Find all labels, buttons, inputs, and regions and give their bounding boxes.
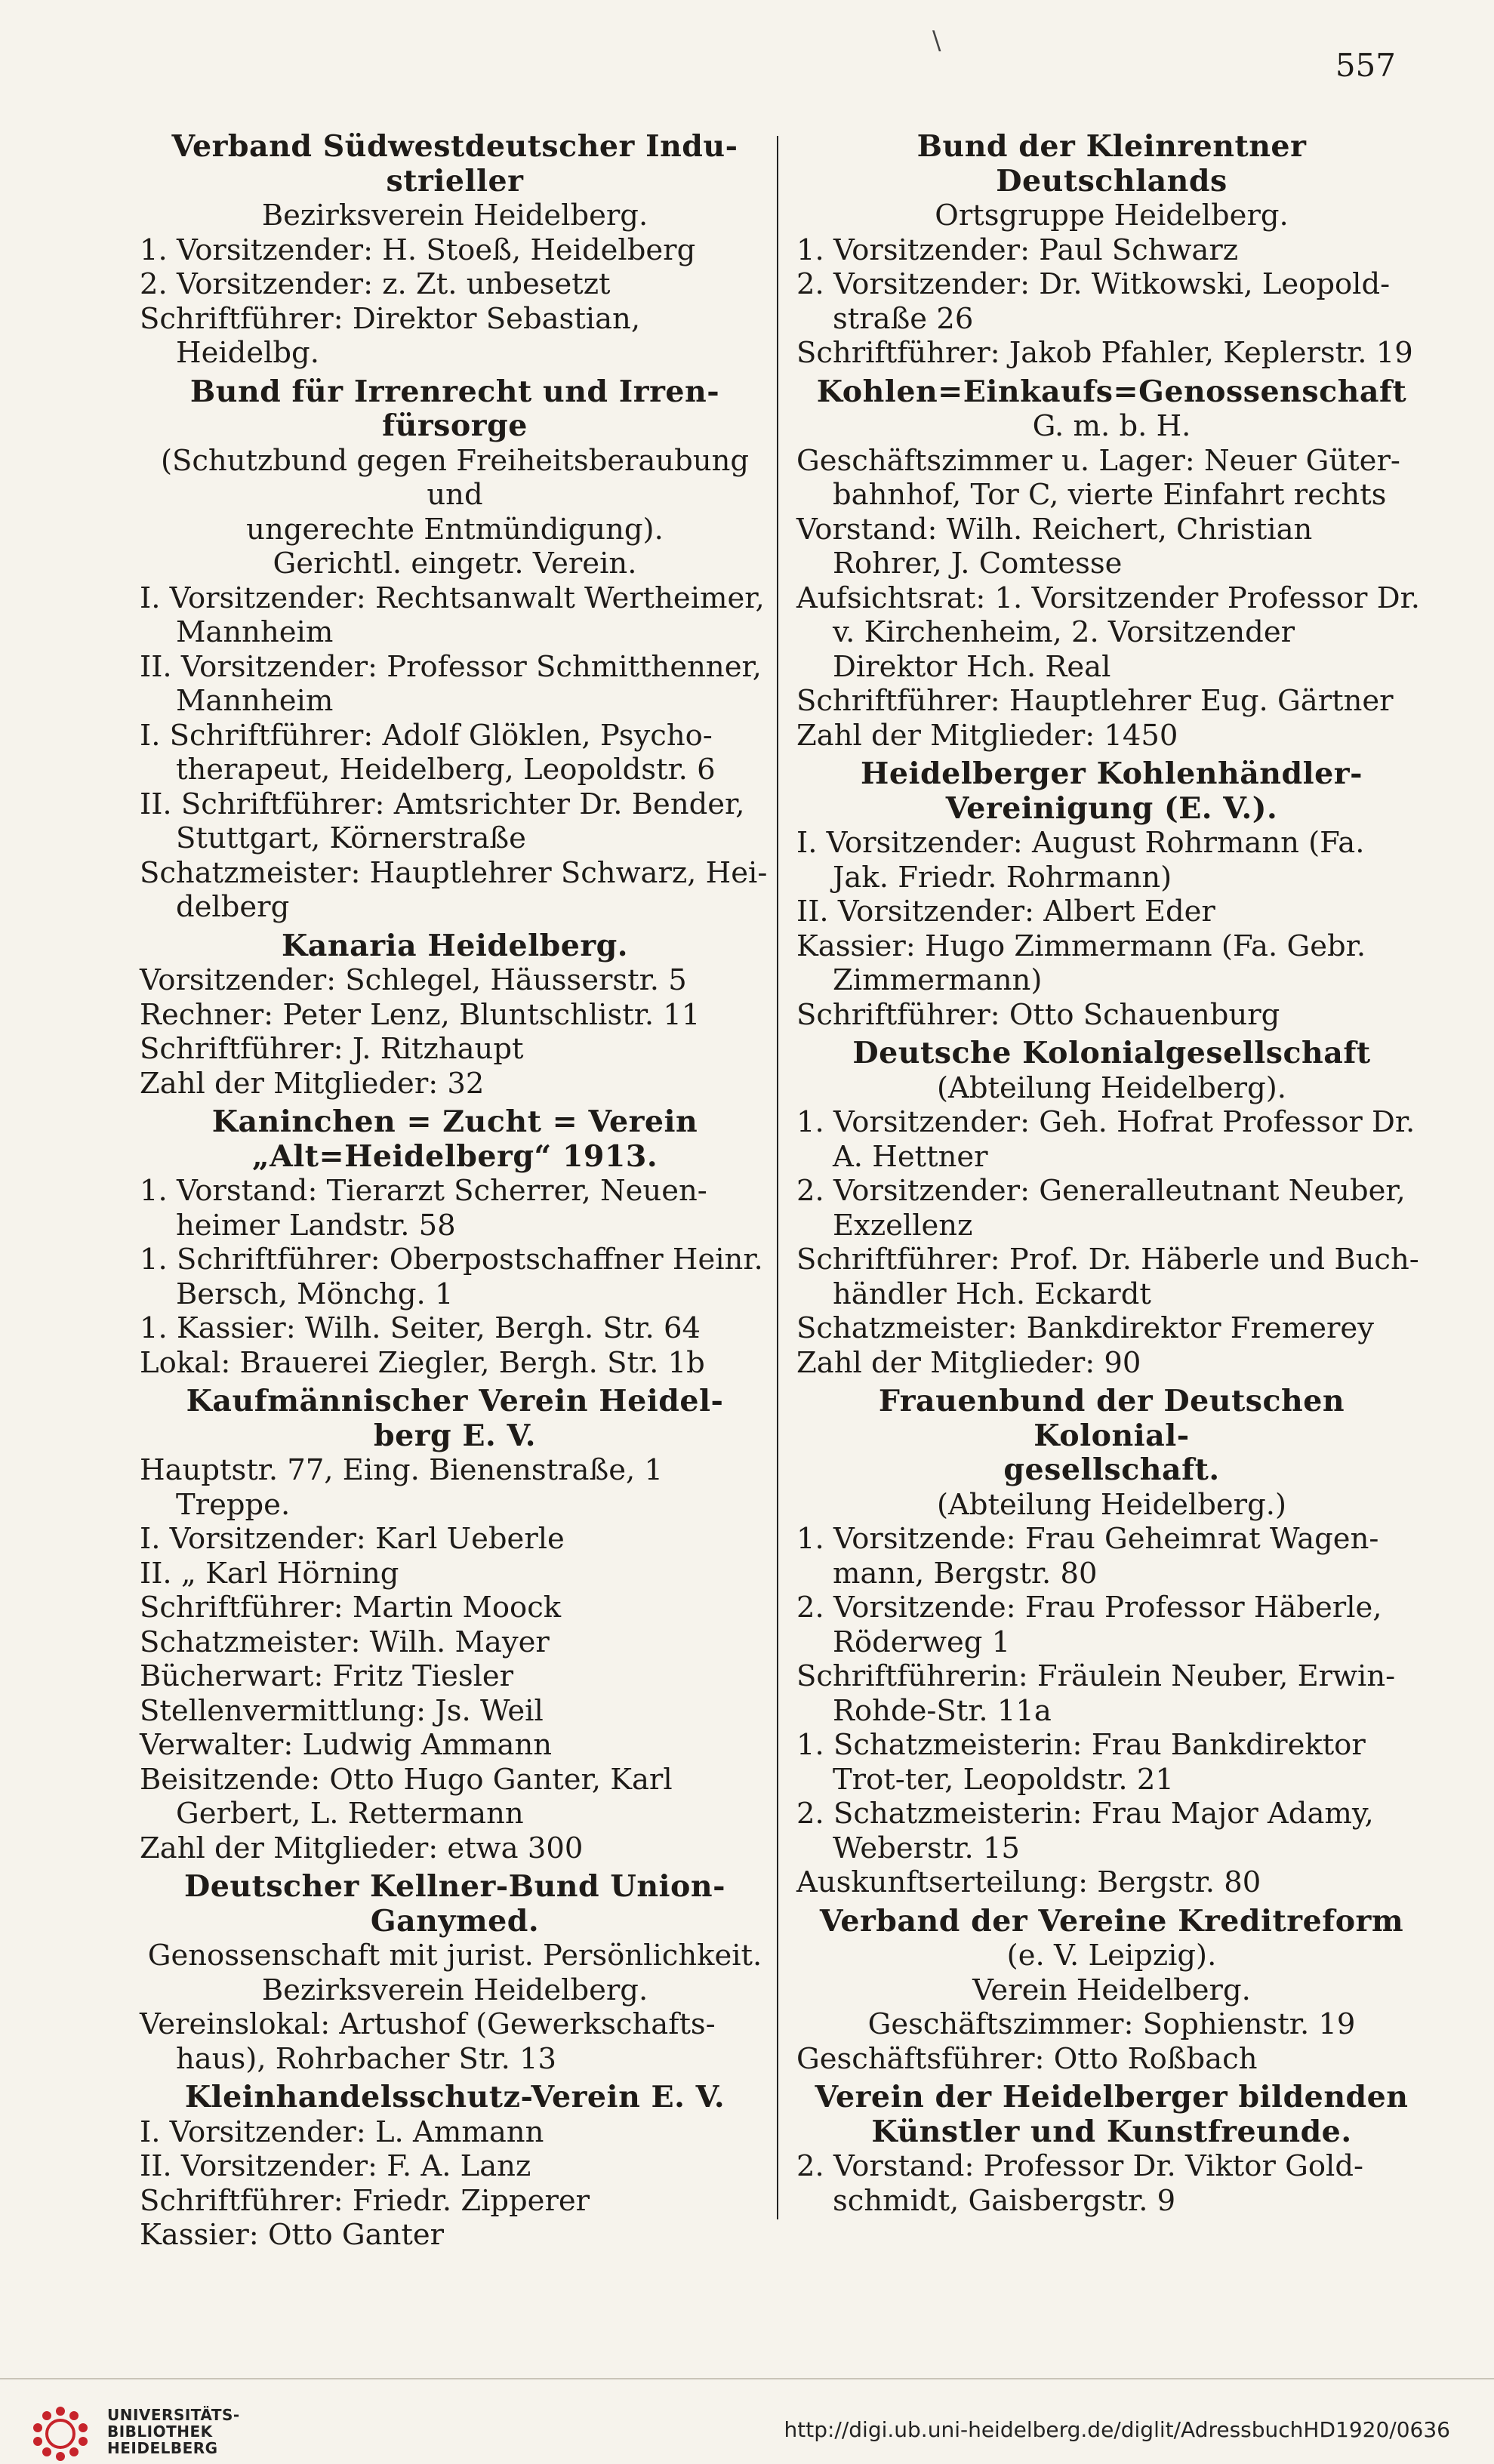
entry-title: strieller [386, 163, 524, 199]
entry-line: 2. Vorsitzender: Dr. Witkowski, Leopold-straße 26 [796, 267, 1391, 336]
entry-line: Verwalter: Ludwig Ammann [140, 1728, 553, 1762]
entry-subtitle: ungerechte Entmündigung). [246, 512, 664, 547]
entry-title: Ganymed. [370, 1903, 540, 1939]
entry-title: Kleinhandelsschutz-Verein E. V. [184, 2080, 725, 2114]
entry-title: Verband Südwestdeutscher Indu- [171, 129, 738, 164]
entry-line: 1. Schatzmeisterin: Frau Bankdirektor Trot-ter, Leopoldstr. 21 [796, 1728, 1366, 1797]
entry-subtitle: Geschäftszimmer: Sophienstr. 19 [867, 2007, 1356, 2041]
entry-line: Schatzmeister: Hauptlehrer Schwarz, Hei-delberg [140, 855, 768, 924]
entry-subtitle: Bezirksverein Heidelberg. [261, 1973, 648, 2007]
entry-title: „Alt=Heidelberg“ 1913. [251, 1138, 658, 1174]
entry-line: Schriftführer: Otto Schauenburg [796, 997, 1280, 1032]
entry-line: I. Vorsitzender: Karl Ueberle [140, 1522, 565, 1556]
entry-line: Schriftführer: Martin Moock [140, 1591, 562, 1625]
entry-line: Geschäftsführer: Otto Roßbach [796, 2041, 1258, 2076]
entry-line: Schatzmeister: Bankdirektor Fremerey [796, 1311, 1374, 1345]
directory-entry [140, 130, 770, 371]
entry-line: Schriftführer: Prof. Dr. Häberle und Buch-händler Hch. Eckardt [796, 1243, 1419, 1311]
entry-title: fürsorge [382, 408, 528, 443]
entry-line: I. Vorsitzender: L. Ammann [140, 2114, 544, 2149]
entry-line: 1. Kassier: Wilh. Seiter, Bergh. Str. 64 [140, 1311, 701, 1345]
directory-entry [140, 2081, 770, 2253]
entry-line: Hauptstr. 77, Eing. Bienenstraße, 1 Treppe. [140, 1453, 663, 1522]
margin-mark: \ [932, 26, 941, 56]
directory-entry [796, 1384, 1427, 1900]
entry-title: Bund der Kleinrentner Deutschlands [916, 129, 1307, 199]
entry-title: Verband der Vereine Kreditreform [819, 1903, 1404, 1939]
entry-subtitle: Bezirksverein Heidelberg. [261, 199, 648, 233]
entry-line: Rechner: Peter Lenz, Bluntschlistr. 11 [140, 997, 701, 1032]
entry-line: 1. Vorsitzender: Geh. Hofrat Professor Dr. A. Hettner [796, 1105, 1415, 1174]
library-name-line: UNIVERSITÄTS- [107, 2406, 240, 2424]
entry-subtitle: (e. V. Leipzig). [1006, 1939, 1217, 1973]
source-url[interactable]: http://digi.ub.uni-heidelberg.de/diglit/AdressbuchHD1920/0636 [784, 2417, 1450, 2442]
library-name [107, 2407, 240, 2456]
entry-line: I. Vorsitzender: Rechtsanwalt Wertheimer, Mannheim [140, 581, 765, 649]
page-number: 557 [1335, 47, 1396, 84]
entry-line: 2. Vorsitzender: Generalleutnant Neuber, Exzellenz [796, 1174, 1406, 1243]
entry-line: Schriftführerin: Fräulein Neuber, Erwin-Rohde-Str. 11a [796, 1659, 1396, 1728]
entry-line: 1. Vorsitzende: Frau Geheimrat Wagen-mann, Bergstr. 80 [796, 1522, 1379, 1591]
entry-line: II. Schriftführer: Amtsrichter Dr. Bender, Stuttgart, Körnerstraße [140, 787, 745, 855]
entry-line: 2. Vorsitzender: z. Zt. unbesetzt [140, 267, 611, 301]
footer [0, 2378, 1494, 2457]
directory-entry [140, 1870, 770, 2076]
right-column [796, 130, 1427, 2222]
entry-title: Bund für Irrenrecht und Irren- [189, 374, 720, 409]
entry-line: 1. Vorsitzender: Paul Schwarz [796, 233, 1239, 267]
directory-entry [140, 929, 770, 1101]
entry-line: Kassier: Otto Ganter [140, 2218, 445, 2252]
entry-subtitle: (Abteilung Heidelberg). [937, 1070, 1286, 1105]
entry-line: Schriftführer: Direktor Sebastian, Heidelbg. [140, 301, 641, 370]
entry-line: Vorstand: Wilh. Reichert, Christian Rohrer, J. Comtesse [796, 512, 1313, 581]
entry-line: 1. Vorstand: Tierarzt Scherrer, Neuen-heimer Landstr. 58 [140, 1174, 707, 1243]
entry-line: Vereinslokal: Artushof (Gewerkschafts-haus), Rohrbacher Str. 13 [140, 2007, 716, 2076]
entry-title: Deutscher Kellner-Bund Union- [183, 1869, 726, 1904]
directory-entry [796, 1905, 1427, 2077]
entry-line: Lokal: Brauerei Ziegler, Bergh. Str. 1b [140, 1345, 705, 1380]
entry-title: Heidelberger Kohlenhändler- [861, 756, 1363, 791]
entry-subtitle: G. m. b. H. [1032, 409, 1191, 443]
entry-line: 2. Schatzmeisterin: Frau Major Adamy, Weberstr. 15 [796, 1797, 1374, 1865]
directory-entry [140, 375, 770, 925]
entry-line: Auskunftserteilung: Bergstr. 80 [796, 1865, 1261, 1899]
entry-title: Kaufmännischer Verein Heidel- [186, 1384, 724, 1418]
entry-subtitle: Gerichtl. eingetr. Verein. [273, 547, 637, 581]
entry-line: Geschäftszimmer u. Lager: Neuer Güter-bahnhof, Tor C, vierte Einfahrt rechts [796, 443, 1400, 512]
entry-title: berg E. V. [373, 1418, 537, 1453]
entry-subtitle: Ortsgruppe Heidelberg. [935, 199, 1289, 233]
entry-line: 1. Schriftführer: Oberpostschaffner Heinr. Bersch, Mönchg. 1 [140, 1243, 763, 1311]
directory-entry [796, 130, 1427, 371]
entry-line: II. „ Karl Hörning [140, 1556, 399, 1591]
entry-line: Schriftführer: Friedr. Zipperer [140, 2183, 590, 2218]
entry-subtitle: (Schutzbund gegen Freiheitsberaubung und [160, 443, 750, 512]
entry-title: Frauenbund der Deutschen Kolonial- [878, 1384, 1345, 1453]
entry-line: I. Schriftführer: Adolf Glöklen, Psycho-therapeut, Heidelberg, Leopoldstr. 6 [140, 718, 716, 787]
directory-entry [140, 1384, 770, 1865]
entry-line: Vorsitzender: Schlegel, Häusserstr. 5 [140, 963, 687, 997]
entry-subtitle: Genossenschaft mit jurist. Persönlichkeit. [147, 1939, 762, 1973]
entry-line: Schriftführer: J. Ritzhaupt [140, 1032, 524, 1066]
entry-line: Stellenvermittlung: Js. Weil [140, 1693, 544, 1728]
entry-line: Bücherwart: Fritz Tiesler [140, 1659, 514, 1693]
entry-line: Aufsichtsrat: 1. Vorsitzender Professor Dr. v. Kirchenheim, 2. Vorsitzender Direktor Hch. Real [796, 581, 1420, 684]
entry-line: Schriftführer: Hauptlehrer Eug. Gärtner [796, 684, 1394, 718]
entry-line: Zahl der Mitglieder: 90 [796, 1345, 1141, 1380]
entry-line: I. Vorsitzender: August Rohrmann (Fa. Jak. Friedr. Rohrmann) [796, 826, 1365, 895]
entry-title: Künstler und Kunstfreunde. [871, 2114, 1352, 2149]
entry-line: Kassier: Hugo Zimmermann (Fa. Gebr. Zimmermann) [796, 929, 1366, 997]
entry-title: Kohlen=Einkaufs=Genossenschaft [816, 374, 1407, 409]
entry-title: Kaninchen = Zucht = Verein [211, 1104, 698, 1139]
entry-line: Zahl der Mitglieder: etwa 300 [140, 1831, 584, 1865]
entry-line: II. Vorsitzender: Albert Eder [796, 895, 1215, 929]
column-divider [777, 136, 778, 2219]
entry-subtitle: (Abteilung Heidelberg.) [937, 1487, 1286, 1522]
entry-line: Schatzmeister: Wilh. Mayer [140, 1625, 550, 1659]
directory-entry [140, 1105, 770, 1380]
entry-title: Vereinigung (E. V.). [945, 790, 1278, 826]
entry-subtitle: Verein Heidelberg. [972, 1973, 1251, 2007]
entry-title: gesellschaft. [1003, 1452, 1220, 1487]
directory-entry [796, 375, 1427, 753]
library-name-line: BIBLIOTHEK [107, 2422, 213, 2441]
left-column [140, 130, 770, 2257]
library-name-line: HEIDELBERG [107, 2439, 218, 2457]
entry-line: Zahl der Mitglieder: 1450 [796, 718, 1178, 753]
entry-line: Beisitzende: Otto Hugo Ganter, Karl Gerbert, L. Rettermann [140, 1762, 673, 1831]
entry-line: 2. Vorstand: Professor Dr. Viktor Gold-schmidt, Gaisbergstr. 9 [796, 2149, 1363, 2218]
entry-line: 1. Vorsitzender: H. Stoeß, Heidelberg [140, 233, 696, 267]
directory-entry [796, 757, 1427, 1032]
entry-title: Verein der Heidelberger bildenden [815, 2080, 1409, 2114]
entry-line: Schriftführer: Jakob Pfahler, Keplerstr. 19 [796, 336, 1413, 370]
entry-line: Zahl der Mitglieder: 32 [140, 1066, 485, 1101]
entry-line: II. Vorsitzender: Professor Schmitthenner, Mannheim [140, 649, 762, 718]
directory-entry [796, 2081, 1427, 2218]
university-seal-icon [30, 2404, 91, 2464]
entry-title: Deutsche Kolonialgesellschaft [852, 1036, 1371, 1070]
footer-rule [0, 2378, 1494, 2379]
entry-line: 2. Vorsitzende: Frau Professor Häberle, Röderweg 1 [796, 1591, 1382, 1659]
entry-line: II. Vorsitzender: F. A. Lanz [140, 2149, 531, 2183]
directory-entry [796, 1036, 1427, 1380]
entry-title: Kanaria Heidelberg. [281, 928, 629, 963]
